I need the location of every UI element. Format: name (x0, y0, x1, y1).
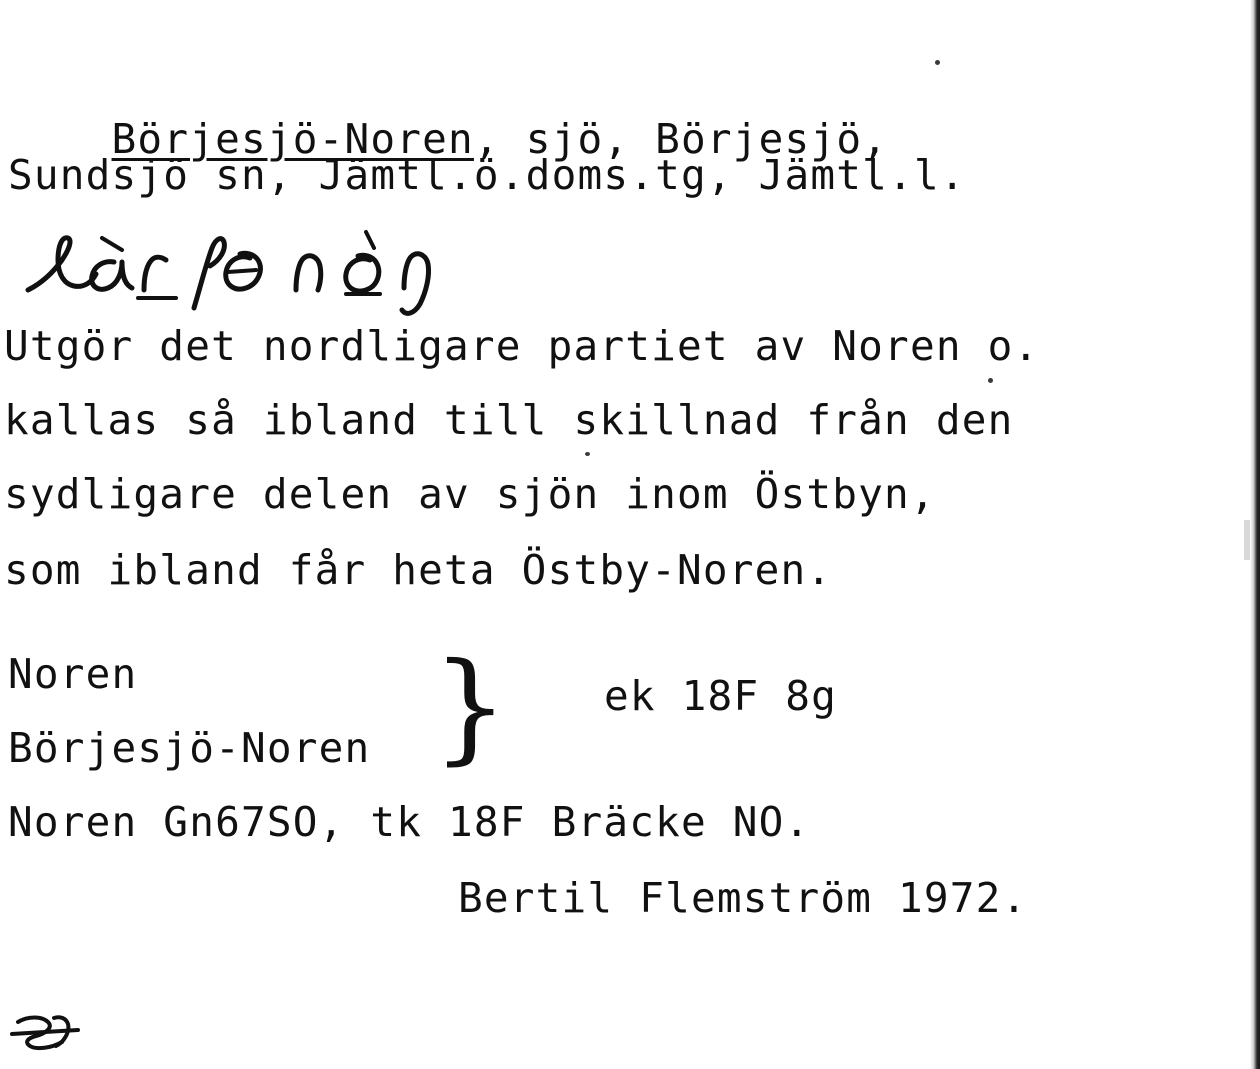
source-name-line-1: Noren (8, 650, 138, 698)
pencil-number-mark-icon (8, 1008, 88, 1054)
source-name-line-2: Börjesjö-Noren (8, 724, 371, 772)
body-line-2: kallas så ibland till skillnad från den (4, 396, 1014, 444)
body-line-3: sydligare delen av sjön inom Östbyn, (4, 470, 936, 518)
map-reference: ek 18F 8g (604, 672, 837, 720)
brace-icon: } (432, 638, 509, 777)
scan-edge-icon (1250, 0, 1260, 1069)
body-line-4: som ibland får heta Östby-Noren. (4, 546, 833, 594)
extra-reference: Noren Gn67SO, tk 18F Bräcke NO. (8, 798, 811, 846)
scan-edge-notch-icon (1244, 520, 1250, 560)
scan-speck-icon (988, 378, 993, 383)
signature: Bertil Flemström 1972. (458, 874, 1028, 922)
scan-speck-icon (585, 452, 590, 456)
parish-line: Sundsjö sn, Jämtl.ö.doms.tg, Jämtl.l. (8, 151, 966, 199)
headword-line-rest: , sjö, Börjesjö, (473, 115, 889, 163)
handwritten-phonetic-transcription (18, 222, 538, 318)
scan-speck-icon (935, 60, 940, 65)
body-line-1: Utgör det nordligare partiet av Noren o. (4, 322, 1040, 370)
headword: Börjesjö-Noren (111, 115, 474, 163)
